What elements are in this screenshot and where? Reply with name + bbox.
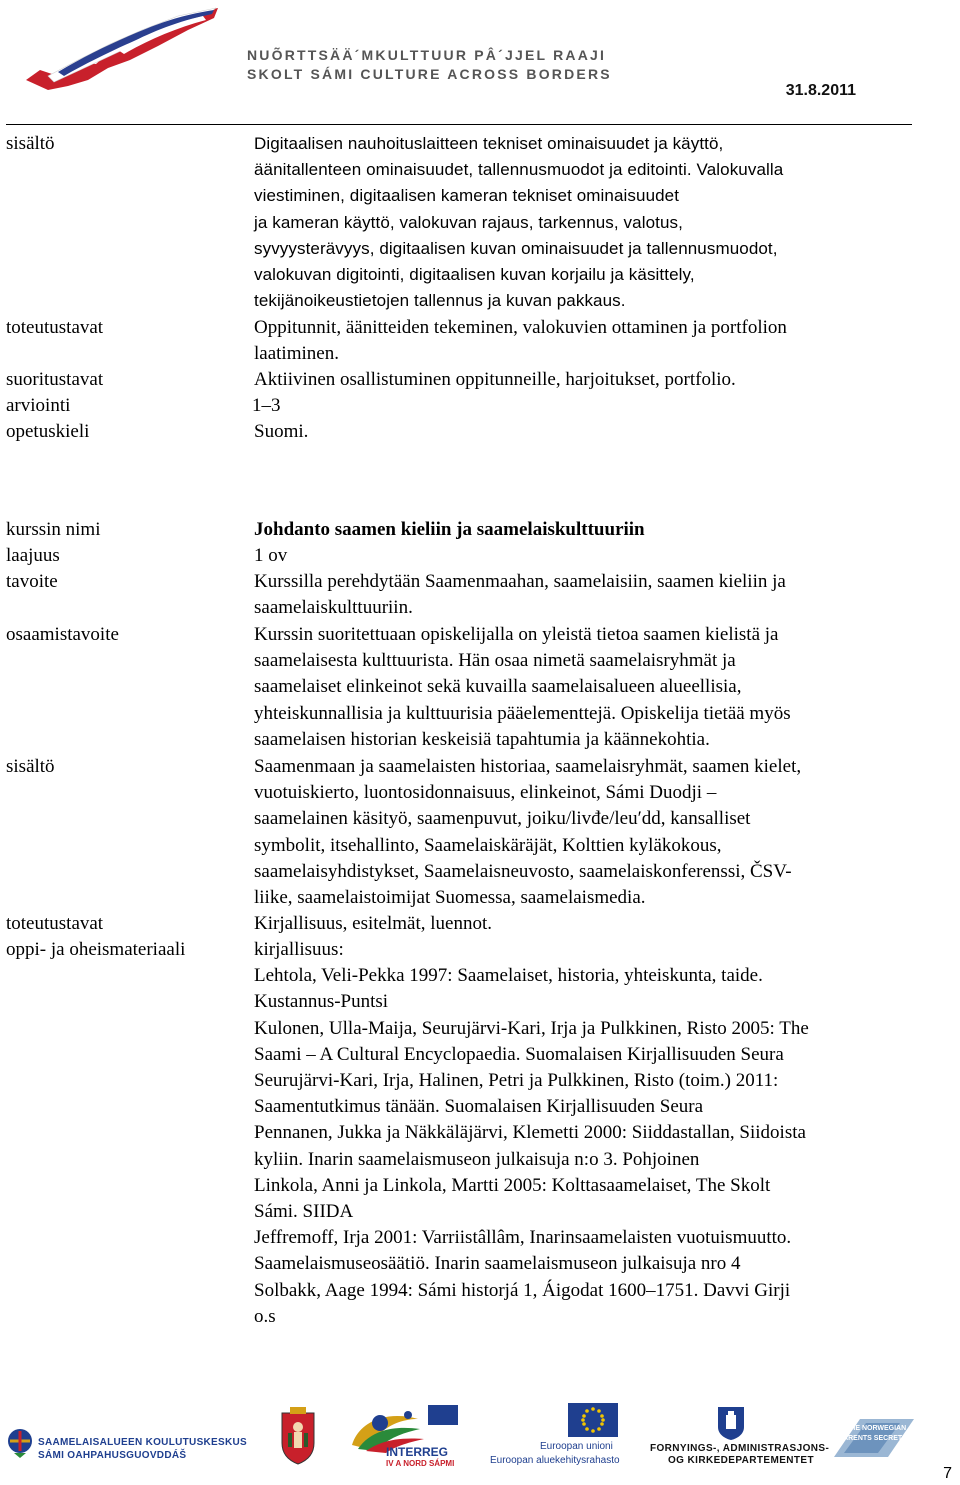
page-number: 7	[943, 1465, 952, 1482]
course-title: Johdanto saamen kieliin ja saamelaiskulttuuriin	[254, 519, 645, 540]
value-tavoite	[254, 569, 924, 621]
barents-name-line2: BARENTS SECRETARIAT	[838, 1435, 923, 1442]
text-line: Saamentutkimus tänään. Suomalaisen Kirjallisuuden Seura	[254, 1096, 704, 1118]
footer-logos	[0, 1385, 960, 1485]
eu-name: Euroopan unioni	[540, 1441, 613, 1452]
label-osaamistavoite: osaamistavoite	[6, 624, 119, 645]
text-line: symbolit, itsehallinto, Saamelaiskäräjät, Kolttien kyläkokous,	[254, 834, 722, 856]
text-line: Saamenmaan ja saamelaisten historiaa, saamelaisryhmät, saamen kielet,	[254, 756, 802, 777]
value-materiaali	[254, 937, 924, 1330]
text-line: saamelaisesta kulttuurista. Hän osaa nimetä saamelaisryhmät ja	[254, 650, 736, 672]
text-line: Kurssin suoritettuaan opiskelijalla on yleistä tietoa saamen kielistä ja	[254, 624, 779, 645]
fad-name-line1: FORNYINGS-, ADMINISTRASJONS-	[650, 1443, 830, 1454]
sakk-name-sami: SÁMI OAHPAHUSGUOVDDÁŠ	[38, 1450, 187, 1461]
label-arviointi: arviointi	[6, 395, 71, 416]
text-line: kyliin. Inarin saamelaismuseon julkaisuja n:o 3. Pohjoinen	[254, 1148, 700, 1170]
text-line: Solbakk, Aage 1994: Sámi historjá 1, Áigodat 1600–1751. Davvi Girji	[254, 1279, 791, 1301]
text-line: yhteiskunnallisia ja kulttuurisia pääelementtejä. Opiskelija tietää myös	[254, 702, 791, 724]
label-sisalto: sisältö	[6, 756, 55, 777]
project-ribbon-logo	[18, 2, 228, 102]
sakk-logo	[6, 1427, 34, 1464]
text-line: Saami – A Cultural Encyclopaedia. Suomalaisen Kirjallisuuden Seura	[254, 1043, 784, 1065]
header-title-line1: NUÕRTTSÄÄ´MKULTTUUR PÂ´JJEL RAAJI	[247, 47, 607, 63]
value-sisalto	[254, 754, 924, 911]
eu-flag-icon	[568, 1403, 618, 1442]
header-date: 31.8.2011	[785, 82, 856, 99]
text-line: liike, saamelaistoimijat Suomessa, saamelaismedia.	[254, 887, 646, 909]
interreg-name: INTERREG	[386, 1445, 449, 1459]
text-line: saamelaiskulttuuriin.	[254, 597, 413, 619]
text-line: kirjallisuus:	[254, 939, 344, 960]
text-line: saamelainen käsityö, saamenpuvut, joiku/livđe/leuʹdd, kansalliset	[254, 808, 751, 830]
label-tavoite: tavoite	[6, 571, 58, 592]
text-line: vuotuiskierto, luontosidonnaisuus, elinkeinot, Sámi Duodji –	[254, 782, 717, 804]
text-line: Kustannus-Puntsi	[254, 991, 389, 1013]
text-line: viestiminen, digitaalisen kameran tekniset ominaisuudet	[254, 186, 680, 206]
text-line: o.s	[254, 1305, 276, 1327]
label-materiaali: oppi- ja oheismateriaali	[6, 939, 186, 960]
text-line: Seurujärvi-Kari, Irja, Halinen, Petri ja Pulkkinen, Risto (toim.) 2011:	[254, 1070, 779, 1092]
text-line: syvyysterävyys, digitaalisen kuvan ominaisuudet ja tallennusmuodot,	[254, 238, 778, 258]
label-opetuskieli: opetuskieli	[6, 421, 90, 442]
text-line: tekijänoikeustietojen tallennus ja kuvan pakkaus.	[254, 291, 626, 311]
text-line: valokuvan digitointi, digitaalisen kuvan korjailu ja käsittely,	[254, 265, 695, 285]
value-suoritustavat: Aktiivinen osallistuminen oppitunneille, harjoitukset, portfolio.	[254, 369, 736, 390]
value-toteutustavat	[254, 315, 924, 367]
barents-name-line1: THE NORWEGIAN	[846, 1425, 907, 1432]
value-toteutustavat: Kirjallisuus, esitelmät, luennot.	[254, 913, 492, 934]
text-line: Digitaalisen nauhoituslaitteen tekniset ominaisuudet ja käyttö,	[254, 134, 724, 153]
label-laajuus: laajuus	[6, 545, 60, 566]
text-line: saamelaisen historian keskeisiä tapahtumia ja käännekohtia.	[254, 728, 710, 750]
value-laajuus: 1 ov	[254, 545, 288, 566]
text-line: Saamelaismuseosäätiö. Inarin saamelaismuseon julkaisuja nro 4	[254, 1253, 741, 1275]
value-osaamistavoite	[254, 622, 924, 753]
value-sisalto	[254, 131, 924, 314]
sakk-emblem-icon	[6, 1427, 34, 1459]
label-suoritustavat: suoritustavat	[6, 369, 104, 390]
text-line: Linkola, Anni ja Linkola, Martti 2005: Kolttasaamelaiset, The Skolt	[254, 1174, 771, 1196]
text-line: Jeffremoff, Irja 2001: Varriistâllâm, Inarinsaamelaisten vuotuismuutto.	[254, 1227, 792, 1249]
lapland-coat-of-arms-icon	[278, 1407, 318, 1470]
label-toteutustavat: toteutustavat	[6, 317, 104, 338]
header-rule	[6, 124, 912, 125]
interreg-subtitle: IV A NORD SÁPMI	[386, 1459, 455, 1468]
text-line: Kurssilla perehdytään Saamenmaahan, saamelaisiin, saamen kieliin ja	[254, 571, 786, 592]
text-line: Pennanen, Jukka ja Näkkäläjärvi, Klemetti 2000: Siiddastallan, Siidoista	[254, 1122, 806, 1144]
interreg-eu-flag-icon	[428, 1405, 458, 1425]
eu-fund-name: Euroopan aluekehitysrahasto	[490, 1455, 620, 1466]
value-arviointi: 1–3	[252, 395, 281, 416]
label-kurssin-nimi: kurssin nimi	[6, 519, 101, 540]
label-toteutustavat: toteutustavat	[6, 913, 104, 934]
value-opetuskieli: Suomi.	[254, 421, 309, 442]
text-line: Kulonen, Ulla-Maija, Seurujärvi-Kari, Irja ja Pulkkinen, Risto 2005: The	[254, 1017, 809, 1039]
text-line: Oppitunnit, äänitteiden tekeminen, valokuvien ottaminen ja portfolion	[254, 317, 787, 338]
norway-coat-of-arms-icon	[716, 1405, 746, 1446]
text-line: ja kameran käyttö, valokuvan rajaus, tarkennus, valotus,	[254, 212, 683, 232]
text-line: saamelaisyhdistykset, Saamelaisneuvosto, saamelaiskonferenssi, ČSV-	[254, 860, 792, 882]
text-line: saamelaiset elinkeinot sekä kuvailla saamelaisalueen alueellisia,	[254, 676, 742, 698]
text-line: äänitallenteen ominaisuudet, tallennusmuodot ja editointi. Valokuvalla	[254, 160, 784, 180]
header-title-line2: SKOLT SÁMI CULTURE ACROSS BORDERS	[247, 66, 612, 82]
label-sisalto: sisältö	[6, 133, 55, 154]
fad-name-line2: OG KIRKEDEPARTEMENTET	[668, 1455, 814, 1466]
text-line: laatiminen.	[254, 343, 339, 365]
text-line: Lehtola, Veli-Pekka 1997: Saamelaiset, historia, yhteiskunta, taide.	[254, 965, 763, 987]
sakk-name: SAAMELAISALUEEN KOULUTUSKESKUS	[38, 1437, 248, 1448]
text-line: Sámi. SIIDA	[254, 1201, 354, 1223]
